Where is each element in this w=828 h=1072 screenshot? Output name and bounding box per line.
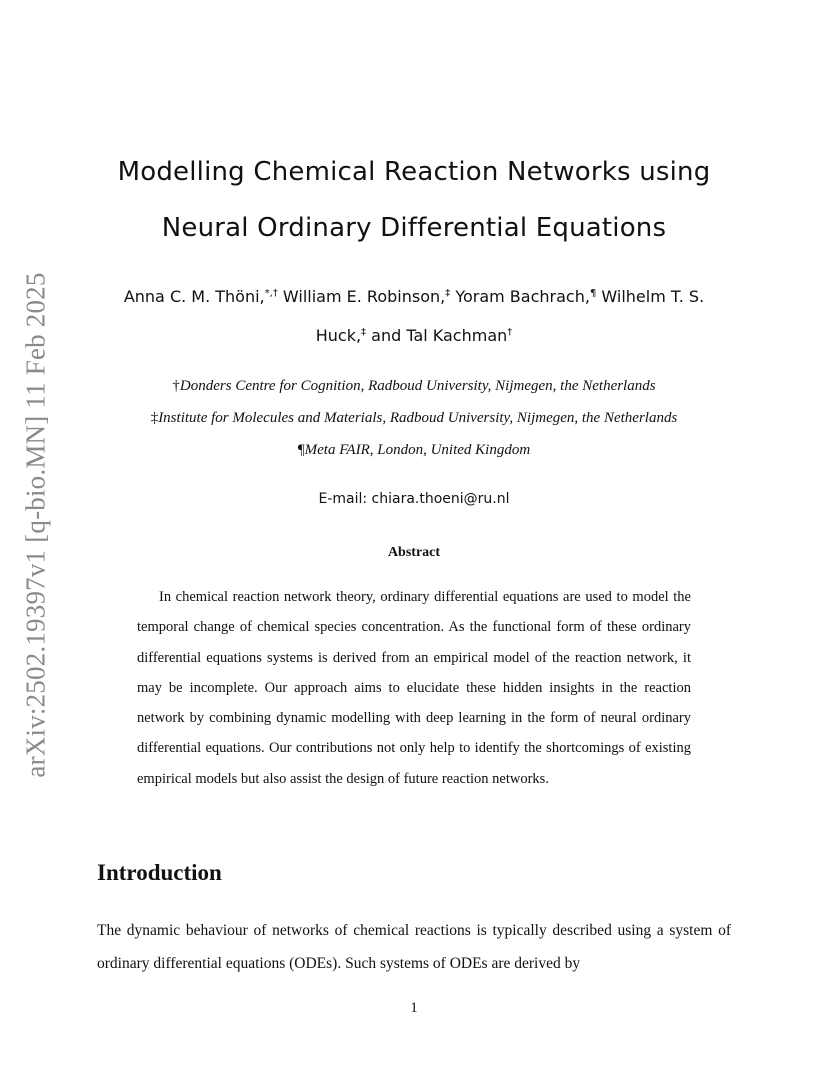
paper-title-line-1: Modelling Chemical Reaction Networks using <box>117 157 711 187</box>
author-affiliation-marks: *,† <box>264 288 278 299</box>
author-name: and Tal Kachman <box>371 326 508 345</box>
paper-title-line-2: Neural Ordinary Differential Equations <box>161 213 667 243</box>
affiliation-text: Meta FAIR, London, United Kingdom <box>304 442 531 458</box>
affiliation-imm <box>0 410 828 427</box>
author-name: Wilhelm T. S. <box>601 287 705 306</box>
author-affiliation-marks: ‡ <box>361 327 367 338</box>
author-name: Huck, <box>315 326 362 345</box>
affiliation-donders <box>0 378 828 395</box>
section-heading-introduction: Introduction <box>97 860 222 885</box>
arxiv-identifier-stamp: arXiv:2502.19397v1 [q-bio.MN] 11 Feb 2025 <box>20 272 51 778</box>
affiliation-text: Institute for Molecules and Materials, Radboud University, Nijmegen, the Netherlands <box>158 410 678 426</box>
affiliation-meta <box>0 442 828 459</box>
affiliation-mark: ‡ <box>150 410 159 426</box>
affiliation-mark: ¶ <box>297 442 305 458</box>
affiliation-mark: † <box>172 378 180 394</box>
abstract-heading: Abstract <box>387 545 441 560</box>
author-name: Anna C. M. Thöni, <box>123 287 265 306</box>
page-number: 1 <box>410 1000 418 1016</box>
author-name: Yoram Bachrach, <box>455 287 590 306</box>
affiliation-text: Donders Centre for Cognition, Radboud University, Nijmegen, the Netherlands <box>179 378 656 394</box>
author-affiliation-marks: † <box>507 327 513 338</box>
introduction-paragraph: The dynamic behaviour of networks of chemical reactions is typically described using a system of ordinary differential equations (ODEs). Such systems of ODEs are derived by <box>97 922 731 972</box>
author-list-line-1 <box>0 287 828 306</box>
author-affiliation-marks: ‡ <box>445 288 451 299</box>
author-affiliation-marks: ¶ <box>589 288 597 299</box>
author-list-line-2 <box>0 326 828 345</box>
abstract-text: In chemical reaction network theory, ordinary differential equations are used to model the temporal change of chemical species concentration. As the functional form of these ordinary differential equations systems is derived from an empirical model of the reaction network, it may be incomplete. Our approach aims to elucidate these hidden insights in the reaction network by combining dynamic modelling with deep learning in the form of neural ordinary differential equations. Our contributions not only help to identify the shortcomings of existing empirical models but also assist the design of future reaction networks. <box>137 589 691 787</box>
author-name: William E. Robinson, <box>282 287 446 306</box>
contact-email: E-mail: chiara.thoeni@ru.nl <box>318 491 510 507</box>
